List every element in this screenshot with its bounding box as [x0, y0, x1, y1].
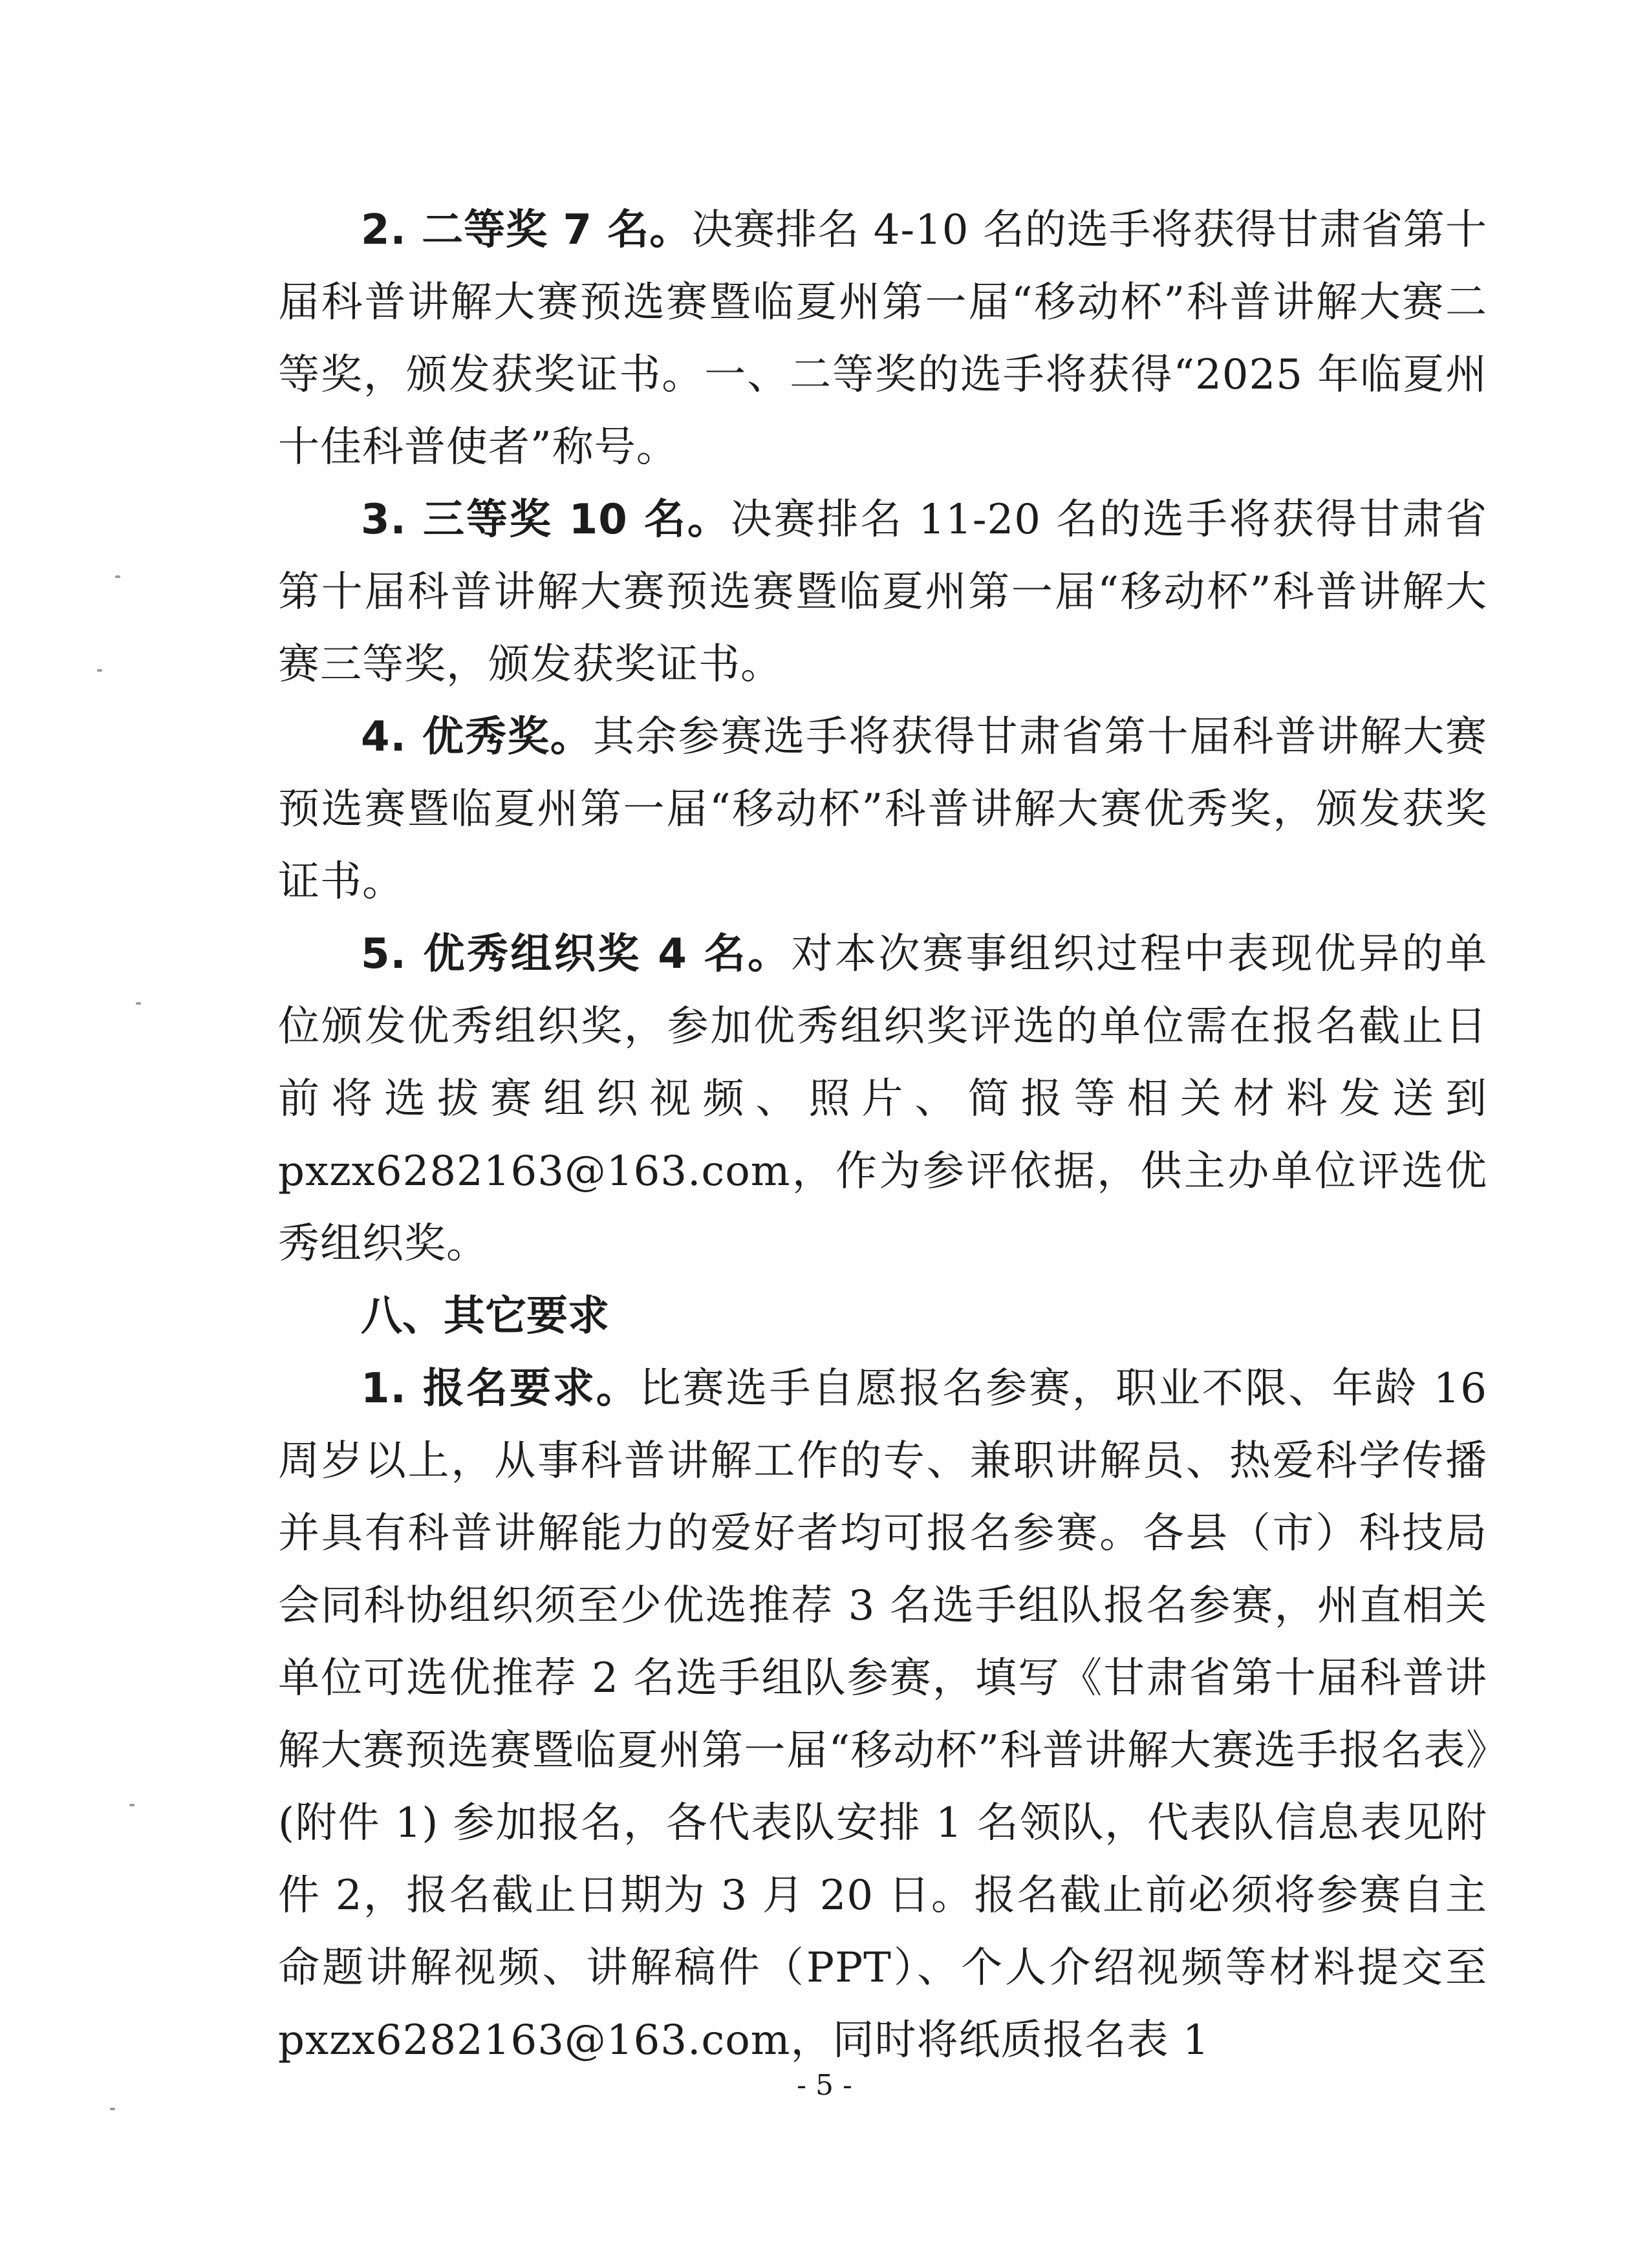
- scan-speck: [129, 1804, 135, 1806]
- document-body: [278, 194, 1487, 2077]
- paragraph-lead: 1. 报名要求。: [361, 1365, 640, 1413]
- page-number: - 5 -: [797, 2069, 852, 2102]
- paragraph-text: 比赛选手自愿报名参赛，职业不限、年龄 16 周岁以上，从事科普讲解工作的专、兼职讲解员、热爱科学传播并具有科普讲解能力的爱好者均可报名参赛。各县（市）科技局会同科协组织须至少优选推荐 3 名选手组队报名参赛，州直相关单位可选优推荐 2 名选手组队参赛，填写《甘肃省第十届科普讲解大赛预选赛暨临夏州第一届“移动杯”科普讲解大赛选手报名表》(附件 1) 参加报名，各代表队安排 1 名领队，代表队信息表见附件 2，报名截止日期为 3 月 20 日。报名截止前必须将参赛自主命题讲解视频、讲解稿件（PPT）、个人介绍视频等材料提交至 pxzx6282163@163.com，同时将纸质报名表 1: [278, 1365, 1488, 2064]
- award-third-prize: [278, 484, 1487, 701]
- award-second-prize: [278, 194, 1487, 484]
- paragraph-lead: 5. 优秀组织奖 4 名。: [361, 930, 792, 978]
- paragraph-lead: 4. 优秀奖。: [361, 713, 593, 761]
- award-organization: [278, 918, 1487, 1280]
- paragraph-text: 其余参赛选手将获得甘肃省第十届科普讲解大赛预选赛暨临夏州第一届“移动杯”科普讲解大赛优秀奖，颁发获奖证书。: [278, 713, 1488, 906]
- award-excellence: [278, 701, 1487, 918]
- scan-speck: [115, 575, 120, 578]
- scan-speck: [136, 1002, 141, 1005]
- section-heading: 八、其它要求: [361, 1292, 609, 1340]
- paragraph-lead: 2. 二等奖 7 名。: [361, 206, 692, 254]
- paragraph-text: 对本次赛事组织过程中表现优异的单位颁发优秀组织奖，参加优秀组织奖评选的单位需在报名截止日前将选拔赛组织视频、照片、简报等相关材料发送到 pxzx6282163@163.com，作为参评依据，供主办单位评选优秀组织奖。: [278, 930, 1487, 1268]
- paragraph-text: 决赛排名 4-10 名的选手将获得甘肃省第十届科普讲解大赛预选赛暨临夏州第一届“移动杯”科普讲解大赛二等奖，颁发获奖证书。一、二等奖的选手将获得“2025 年临夏州十佳科普使者”称号。: [278, 206, 1488, 471]
- scan-speck: [110, 2108, 115, 2110]
- registration-requirement: [278, 1353, 1487, 2077]
- paragraph-lead: 3. 三等奖 10 名。: [361, 496, 731, 544]
- paragraph-text: 决赛排名 11-20 名的选手将获得甘肃省第十届科普讲解大赛预选赛暨临夏州第一届“移动杯”科普讲解大赛三等奖，颁发获奖证书。: [278, 496, 1488, 689]
- scan-speck: [97, 669, 102, 672]
